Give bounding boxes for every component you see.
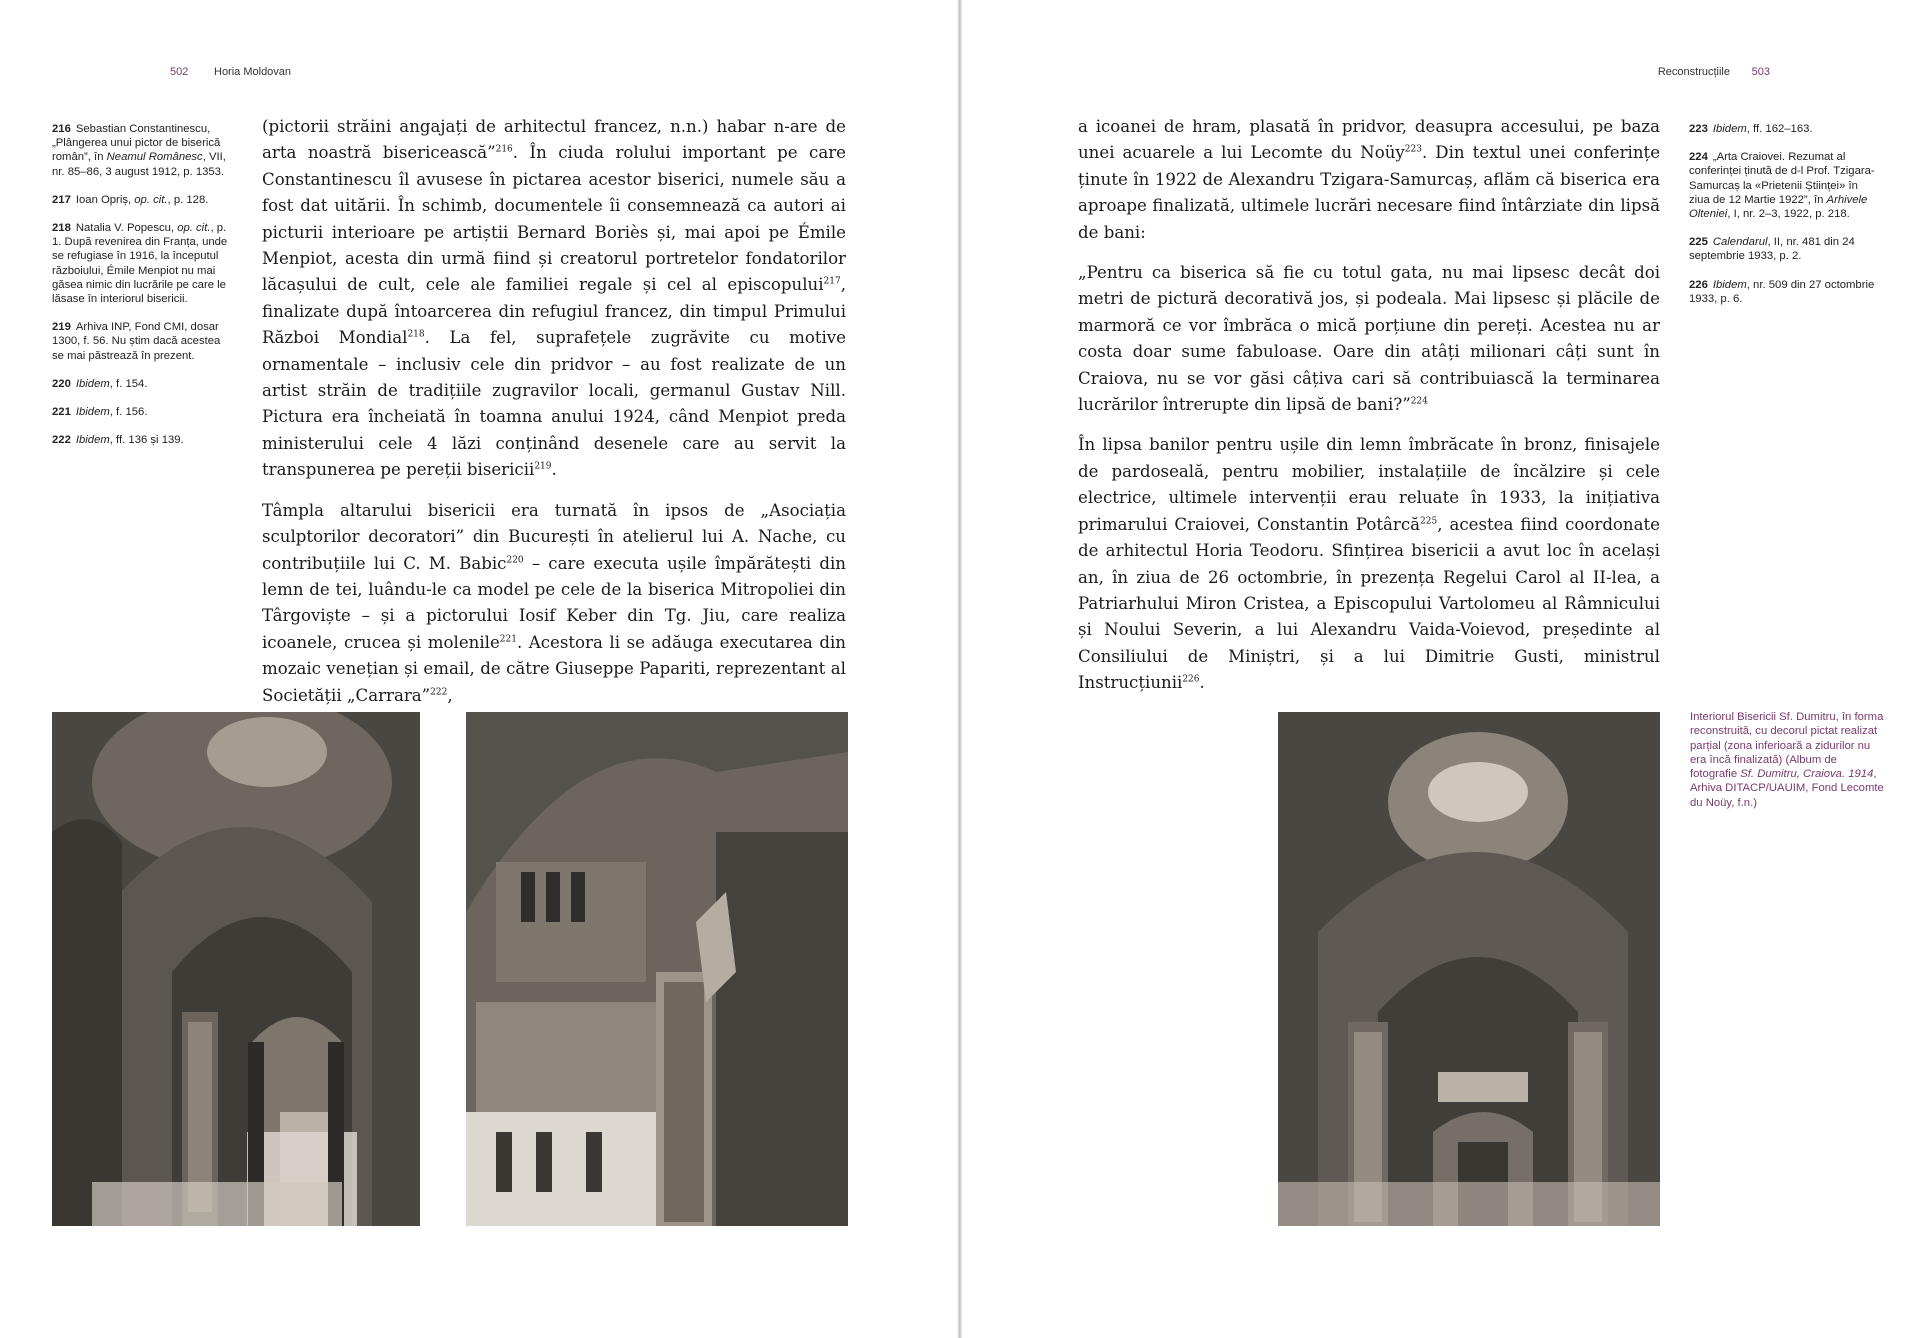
footnote-216: [52, 122, 234, 179]
page-number-left: 502: [170, 66, 189, 78]
footnote-220: [52, 377, 234, 391]
paragraph: (pictorii străini angajați de arhitectul francez, n.n.) habar n-are de arta noastră bisericească”$^{216}$. În ciuda rolului important pe care Constantinescu îl avusese în pictarea acestor biserici, numele său a fost dat uitării. În schimb, documentele îi consemnează ca autori ai picturii interioare pe artiștii Bernard Boriès și, mai apoi pe Émile Menpiot, acesta din urmă fiind și creatorul portretelor fondatorilor lăcașului de cult, cele ale familiei regale și cel al episcopului$^{217}$, finalizate după întoarcerea din refugiul francez, din timpul Primului Război Mondial$^{218}$. La fel, suprafețele zugrăvite cu motive ornamentale – inclusiv cele din pridvor – au fost realizate de un artist străin de tradițiile zugravilor locali, germanul Gustav Nill. Pictura era încheiată în toamna anului 1924, când Menpiot preda ministerului cele 4 lăzi conținând desenele care au servit la transpunerea pe pereții bisericii$^{219}$.: [262, 117, 847, 480]
footnote-text: Ibidem, nr. 509 din 27 octombrie 1933, p. 6.: [1689, 278, 1875, 305]
running-head-right: [1657, 66, 1770, 78]
footnote-number: 218: [52, 222, 71, 235]
footnote-218: [52, 221, 234, 306]
running-head-chapter: Reconstrucțiile: [1657, 66, 1730, 78]
footnote-number: 220: [52, 377, 71, 390]
left-page: [0, 0, 958, 1338]
footnote-219: [52, 320, 234, 363]
church-interior-photo-1: [52, 712, 420, 1226]
footnote-222: [52, 433, 234, 447]
footnote-text: Calendarul, II, nr. 481 din 24 septembrie 1933, p. 2.: [1689, 236, 1855, 263]
footnotes-right: [1689, 122, 1879, 320]
running-head-author: Horia Moldovan: [214, 66, 292, 78]
footnote-number: 216: [52, 123, 71, 135]
paragraph: În lipsa banilor pentru ușile din lemn îmbrăcate în bronz, finisajele de pardoseală, pentru mobilier, instalațiile de încălzire și cele electrice, ultimele intervenții erau reluate în 1933, la inițiativa primarului Craiovei, Constantin Potârcă$^{225}$, acestea fiind coordonate de arhitectul Horia Teodoru. Sfințirea bisericii a avut loc în același an, în ziua de 26 octombrie, în prezența Regelui Carol al II-lea, a Patriarhului Miron Cristea, a Episcopului Vartolomeu al Râmnicului și Noului Severin, a lui Alexandru Vaida-Voievod, președinte al Consiliului de Miniștri, și a lui Dimitrie Gusti, ministrul Instrucțiunii$^{226}$.: [1078, 435, 1660, 693]
footnote-text: Ioan Opriș, op. cit., p. 128.: [75, 193, 209, 206]
footnote-number: 225: [1689, 236, 1708, 249]
footnote-223: [1689, 122, 1879, 136]
footnote-number: 224: [1689, 151, 1708, 164]
footnote-text: Arhiva INP, Fond CMI, dosar 1300, f. 56. Nu știm dacă acestea se mai păstrează în prezent.: [52, 321, 221, 362]
footnotes-left: [52, 122, 234, 461]
paragraph: „Pentru ca biserica să fie cu totul gata, nu mai lipsesc decât doi metri de pictură decorativă jos, și podeala. Mai lipsesc și plăcile de marmoră ce vor îmbrăca o mică porțiune din pereți. Acestea nu ar costa doar sume fabuloase. Oare din atâți milionari câți sunt în Craiova, nu se vor găsi câțiva cari să contribuiască la terminarea lucrărilor întrerupte din lipsă de bani?”$^{224}$: [1078, 263, 1660, 415]
footnote-number: 226: [1689, 278, 1708, 291]
footnote-text: Ibidem, ff. 136 și 139.: [75, 434, 184, 447]
footnote-217: [52, 193, 234, 207]
running-head-left: [170, 66, 292, 78]
footnote-226: [1689, 278, 1879, 306]
footnote-224: [1689, 150, 1879, 221]
footnote-text: Ibidem, f. 154.: [75, 377, 148, 390]
footnote-number: 217: [52, 193, 71, 206]
footnote-number: 221: [52, 406, 71, 419]
footnote-text: Natalia V. Popescu, op. cit., p. 1. După revenirea din Franța, unde se refugiase în 1916, la începutul războiului, Émile Menpiot nu mai găsea nimic din lucrările pe care le lăsase în interiorul bisericii.: [52, 222, 228, 306]
footnote-221: [52, 405, 234, 419]
footnote-number: 219: [52, 321, 71, 334]
right-page: [962, 0, 1920, 1338]
photo-caption: Interiorul Bisericii Sf. Dumitru, în forma reconstruită, cu decorul pictat realizat parțial (zona inferioară a zidurilor nu era încă finalizată) (Album de fotografie Sf. Dumitru, Craiova. 1914, Arhiva DITACP/UAUIM, Fond Lecomte du Noüy, f.n.): [1690, 711, 1884, 809]
footnote-225: [1689, 235, 1879, 263]
body-text-right: [1078, 114, 1660, 711]
footnote-text: Sebastian Constantinescu, „Plângerea unui pictor de biserică român”, în Neamul Românesc, VII, nr. 85–86, 3 august 1912, p. 1353.: [52, 123, 226, 178]
footnote-text: Ibidem, f. 156.: [75, 406, 148, 419]
church-interior-photo-2: [466, 712, 848, 1226]
page-number-right: 503: [1751, 66, 1770, 78]
paragraph: a icoanei de hram, plasată în pridvor, deasupra accesului, pe baza unei acuarele a lui Lecomte du Noüy$^{223}$. Din textul unei conferințe ținute în 1922 de Alexandru Tzigara-Samurcaș, aflăm că biserica era aproape finalizată, ultimele lucrări necesare fiind întârziate din lipsă de bani:: [1078, 117, 1661, 242]
footnote-number: 223: [1689, 123, 1708, 135]
church-interior-photo-3: [1278, 712, 1660, 1226]
footnote-text: Ibidem, ff. 162–163.: [1712, 123, 1813, 135]
footnote-text: „Arta Craiovei. Rezumat al conferinței ținută de d-l Prof. Tzigara-Samurcaș la «Prietenii Științei» în ziua de 12 Martie 1922”, în Arhivele Olteniei, I, nr. 2–3, 1922, p. 218.: [1689, 151, 1875, 221]
paragraph: Tâmpla altarului bisericii era turnată în ipsos de „Asociația sculptorilor decoratori” din București în atelierul lui A. Nache, cu contribuțiile lui C. M. Babic$^{220}$ – care executa ușile împărătești din lemn de tei, luându-le ca model pe cele de la biserica Mitropoliei din Târgoviște – și a pictorului Iosif Keber din Tg. Jiu, care realiza icoanele, crucea și molenile$^{221}$. Acestora li se adăuga executarea din mozaic venețian și email, de către Giuseppe Papariti, reprezentant al Societății „Carrara”$^{222}$,: [262, 500, 846, 705]
footnote-number: 222: [52, 434, 71, 447]
body-text-left: [262, 114, 846, 723]
